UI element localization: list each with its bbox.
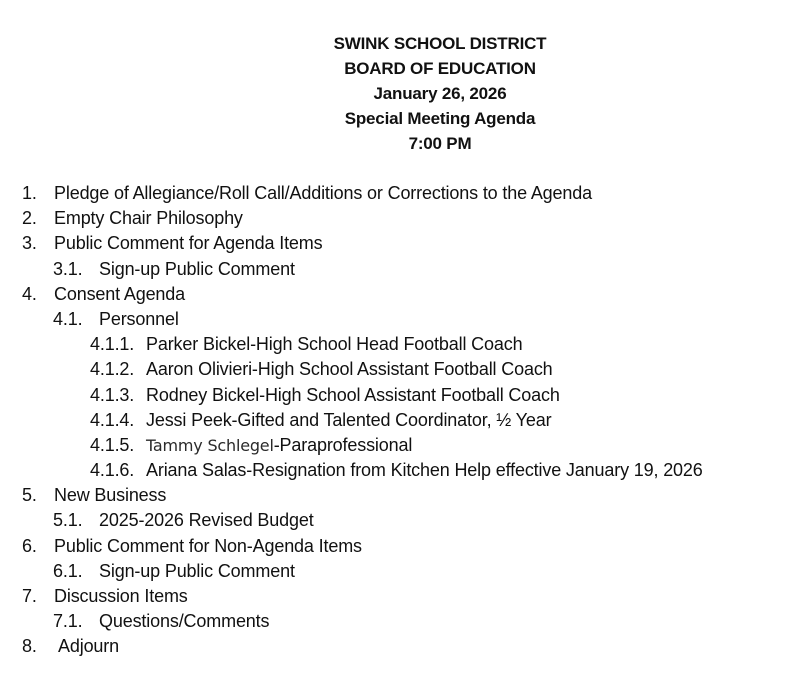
agenda-item-4-1 xyxy=(0,307,800,332)
item-text: Pledge of Allegiance/Roll Call/Additions or Corrections to the Agenda xyxy=(54,183,592,203)
item-text: Questions/Comments xyxy=(99,611,270,632)
item-number: 7. xyxy=(22,586,37,606)
item-text: Adjourn xyxy=(58,636,119,657)
agenda-item-7 xyxy=(0,584,800,609)
agenda-item-6-1 xyxy=(0,559,800,584)
agenda-list xyxy=(0,181,800,660)
item-text: Ariana Salas-Resignation from Kitchen Help effective January 19, 2026 xyxy=(146,460,703,481)
item-number: 4.1. xyxy=(53,308,83,329)
item-number: 3. xyxy=(22,233,37,254)
item-text: Sign-up Public Comment xyxy=(99,560,295,581)
item-text: Jessi Peek-Gifted and Talented Coordinator, ½ Year xyxy=(146,409,552,430)
item-text: Discussion Items xyxy=(54,586,188,606)
agenda-item-7-1 xyxy=(0,609,800,634)
agenda-item-4-1-1 xyxy=(0,332,800,357)
agenda-item-4-1-2 xyxy=(0,357,800,382)
item-number: 1. xyxy=(22,183,37,203)
meeting-type: Special Meeting Agenda xyxy=(344,109,536,128)
item-number: 8. xyxy=(22,636,37,657)
item-text: Public Comment for Agenda Items xyxy=(54,233,323,254)
item-number: 4.1.5. xyxy=(90,434,135,455)
position-title: -Paraprofessional xyxy=(273,434,413,455)
item-text: Aaron Olivieri-High School Assistant Football Coach xyxy=(146,359,553,380)
agenda-item-4-1-4 xyxy=(0,408,800,433)
item-text: Empty Chair Philosophy xyxy=(54,208,243,229)
agenda-item-8 xyxy=(0,634,800,659)
item-text: Consent Agenda xyxy=(54,283,186,304)
meeting-date: January 26, 2026 xyxy=(373,84,507,103)
agenda-item-4 xyxy=(0,282,800,307)
board-name: BOARD OF EDUCATION xyxy=(344,59,536,78)
item-text: 2025-2026 Revised Budget xyxy=(99,510,314,531)
item-number: 4.1.4. xyxy=(90,409,135,430)
item-number: 4.1.1. xyxy=(90,334,135,355)
item-text: Personnel xyxy=(99,308,179,329)
item-number: 4. xyxy=(22,283,37,304)
item-number: 7.1. xyxy=(53,611,83,632)
item-number: 5.1. xyxy=(53,510,83,531)
item-number: 3.1. xyxy=(53,258,83,279)
agenda-item-6 xyxy=(0,534,800,559)
agenda-item-5 xyxy=(0,483,800,508)
agenda-item-1 xyxy=(0,181,800,206)
item-text: Sign-up Public Comment xyxy=(99,258,295,279)
agenda-header xyxy=(0,31,800,156)
meeting-time: 7:00 PM xyxy=(408,134,472,153)
item-number: 4.1.6. xyxy=(90,460,135,481)
agenda-item-3 xyxy=(0,231,800,256)
agenda-item-3-1 xyxy=(0,257,800,282)
item-text xyxy=(146,433,412,458)
person-name: Tammy Schlegel xyxy=(146,435,274,455)
item-number: 5. xyxy=(22,485,37,506)
item-text: Rodney Bickel-High School Assistant Football Coach xyxy=(146,384,560,405)
item-number: 4.1.3. xyxy=(90,384,135,405)
item-number: 2. xyxy=(22,208,37,229)
agenda-item-4-1-5 xyxy=(0,433,800,458)
item-number: 6. xyxy=(22,535,37,556)
agenda-item-2 xyxy=(0,206,800,231)
agenda-item-4-1-3 xyxy=(0,383,800,408)
item-text: New Business xyxy=(54,485,167,506)
item-number: 4.1.2. xyxy=(90,359,135,380)
district-name: SWINK SCHOOL DISTRICT xyxy=(333,34,547,53)
item-text: Public Comment for Non-Agenda Items xyxy=(54,535,362,556)
item-number: 6.1. xyxy=(53,560,83,581)
agenda-item-5-1 xyxy=(0,508,800,533)
item-text: Parker Bickel-High School Head Football Coach xyxy=(146,334,523,355)
agenda-item-4-1-6 xyxy=(0,458,800,483)
